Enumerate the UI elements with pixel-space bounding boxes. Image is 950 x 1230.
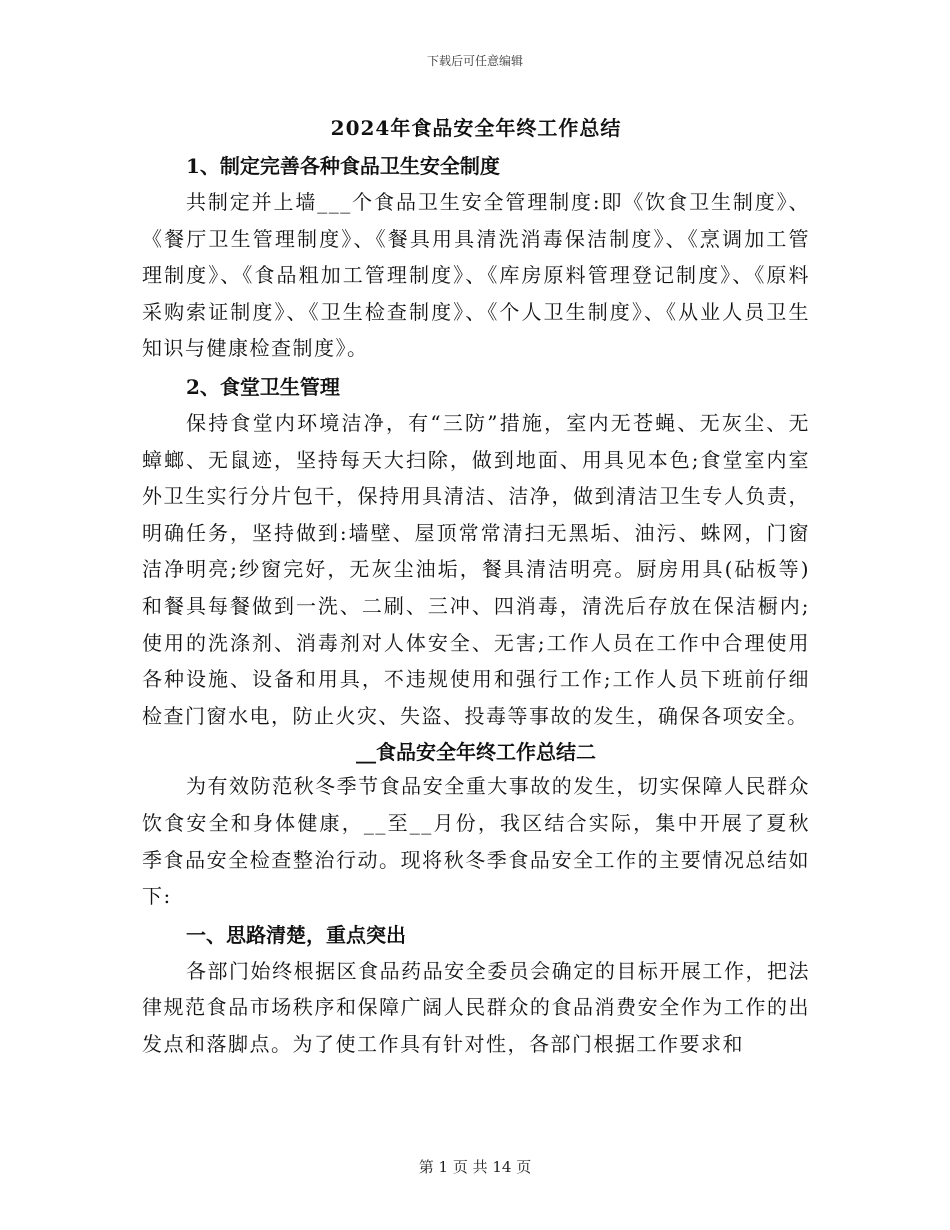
part2-intro-paragraph: 为有效防范秋冬季节食品安全重大事故的发生，切实保障人民群众饮食安全和身体健康，__至__月份，我区结合实际，集中开展了夏秋季食品安全检查整治行动。现将秋冬季食品安全工作的主要情况总结如下: xyxy=(142,774,810,909)
document-title: 2024年食品安全年终工作总结 xyxy=(330,116,622,140)
page-number-footer: 第 1 页 共 14 页 xyxy=(418,1158,532,1176)
part2-heading-1: 一、思路清楚，重点突出 xyxy=(186,922,406,947)
section1-heading: 1、制定完善各种食品卫生安全制度 xyxy=(186,154,500,178)
part2-paragraph-2: 各部门始终根据区食品药品安全委员会确定的目标开展工作，把法律规范食品市场秩序和保障广阔人民群众的食品消费安全作为工作的出发点和落脚点。为了使工作具有针对性，各部门根据工作要求和 xyxy=(142,958,810,1056)
section2-heading: 2、食堂卫生管理 xyxy=(186,374,340,399)
document-body xyxy=(142,112,810,1062)
page-header-note: 下载后可任意编辑 xyxy=(426,54,523,68)
section1-paragraph: 共制定并上墙___个食品卫生安全管理制度:即《饮食卫生制度》、《餐厅卫生管理制度》、《餐具用具清洗消毒保洁制度》、《烹调加工管理制度》、《食品粗加工管理制度》、《库房原料管理登记制度》、《原料采购索证制度》、《卫生检查制度》、《个人卫生制度》、《从业人员卫生知识与健康检查制度》。 xyxy=(142,190,810,361)
part2-title: __食品安全年终工作总结二 xyxy=(356,740,596,765)
section2-paragraph: 保持食堂内环境洁净，有“三防”措施，室内无苍蝇、无灰尘、无蟑螂、无鼠迹，坚持每天大扫除，做到地面、用具见本色;食堂室内室外卫生实行分片包干，保持用具清洁、洁净，做到清洁卫生专人负责，明确任务，坚持做到:墙壁、屋顶常常清扫无黑垢、油污、蛛网，门窗洁净明亮;纱窗完好，无灰尘油垢，餐具清洁明亮。厨房用具(砧板等)和餐具每餐做到一洗、二刷、三冲、四消毒，清洗后存放在保洁橱内;使用的洗涤剂、消毒剂对人体安全、无害;工作人员在工作中合理使用各种设施、设备和用具，不违规使用和强行工作;工作人员下班前仔细检查门窗水电，防止火灾、失盗、投毒等事故的发生，确保各项安全。 xyxy=(142,410,810,728)
